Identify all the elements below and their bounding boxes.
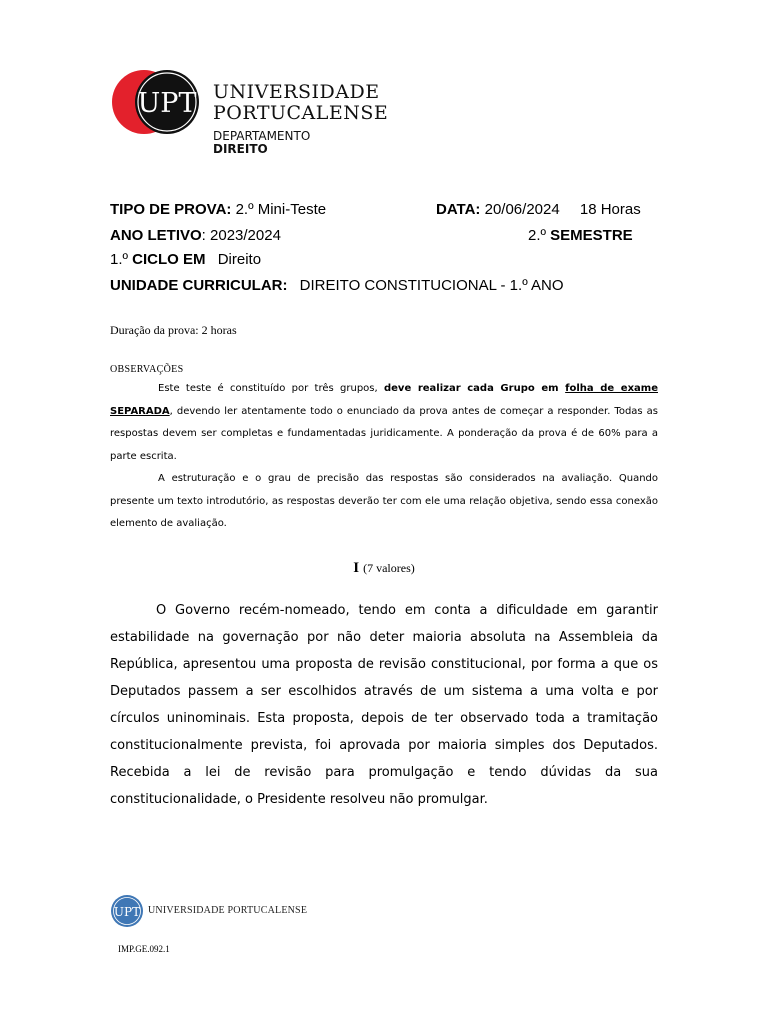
exam-date-value: 20/06/2024 (484, 201, 560, 218)
course-unit-value: DIREITO CONSTITUCIONAL - 1.º ANO (299, 277, 564, 294)
observations-paragraph-2: A estruturação e o grau de precisão das respostas são considerados na avaliação. Quando presente um texto introdutório, as respostas deverão ter com ele uma relação objetiva, sendo essa conexão elemento de avaliação. (110, 473, 658, 529)
semester-number: 2.º (528, 227, 546, 244)
exam-time-value: 18 Horas (579, 201, 641, 218)
university-name-line2: PORTUCALENSE (213, 102, 389, 124)
cycle-row (110, 251, 261, 269)
observations-title: OBSERVAÇÕES (110, 364, 184, 375)
group-numeral: I (353, 560, 360, 576)
cycle-label: CICLO EM (132, 251, 206, 268)
footer-university-name: UNIVERSIDADE PORTUCALENSE (148, 905, 308, 916)
exam-duration: Duração da prova: 2 horas (110, 323, 237, 337)
exam-date-row (436, 201, 641, 219)
course-unit-row (110, 277, 564, 295)
cycle-value: Direito (217, 251, 262, 268)
exam-date-label: DATA: (436, 201, 481, 218)
case-paragraph: O Governo recém-nomeado, tendo em conta a dificuldade em garantir estabilidade na governação por não deter maioria absoluta na Assembleia da República, apresentou uma proposta de revisão constitucional, por forma a que os Deputados passem a ser escolhidos através de um sistema a uma volta e por círculos uninominais. Esta proposta, depois de ter observado toda a tramitação constitucionalmente prevista, foi aprovada por maioria simples dos Deputados. Recebida a lei de revisão para promulgação e tendo dúvidas da sua constitucionalidade, o Presidente resolveu não promulgar. (110, 603, 658, 807)
exam-type-value: 2.º Mini-Teste (235, 201, 327, 218)
upt-logo-mark-icon (112, 68, 212, 138)
academic-year-row (110, 227, 281, 245)
svg-text:UPT: UPT (137, 88, 197, 119)
academic-year-value: : 2023/2024 (201, 227, 281, 244)
department-name: DIREITO (213, 142, 268, 156)
footer-upt-logo-icon (110, 894, 144, 928)
exam-type-label: TIPO DE PROVA: (110, 201, 232, 218)
cycle-prefix: 1.º (110, 251, 128, 268)
svg-text:UPT: UPT (113, 905, 141, 919)
case-statement (110, 597, 658, 813)
semester-row (528, 227, 633, 245)
document-code: IMP.GE.092.1 (118, 944, 170, 954)
group-heading (0, 559, 768, 577)
observations-paragraph-1: Este teste é constituído por três grupos, deve realizar cada Grupo em folha de exame SEPARADA, devendo ler atentamente todo o enunciado da prova antes de começar a responder. Todas as respostas devem ser completas e fundamentadas juridicamente. A ponderação da prova é de 60% para a parte escrita. (110, 383, 658, 462)
semester-label: SEMESTRE (550, 227, 633, 244)
academic-year-label: ANO LETIVO (110, 227, 202, 244)
university-name-line1: UNIVERSIDADE (213, 81, 380, 103)
exam-type-row (110, 201, 326, 219)
group-points: (7 valores) (363, 561, 415, 575)
university-logo (112, 68, 389, 158)
observations-body (110, 378, 658, 536)
department-label: DEPARTAMENTO (213, 129, 311, 143)
course-unit-label: UNIDADE CURRICULAR: (110, 277, 288, 294)
